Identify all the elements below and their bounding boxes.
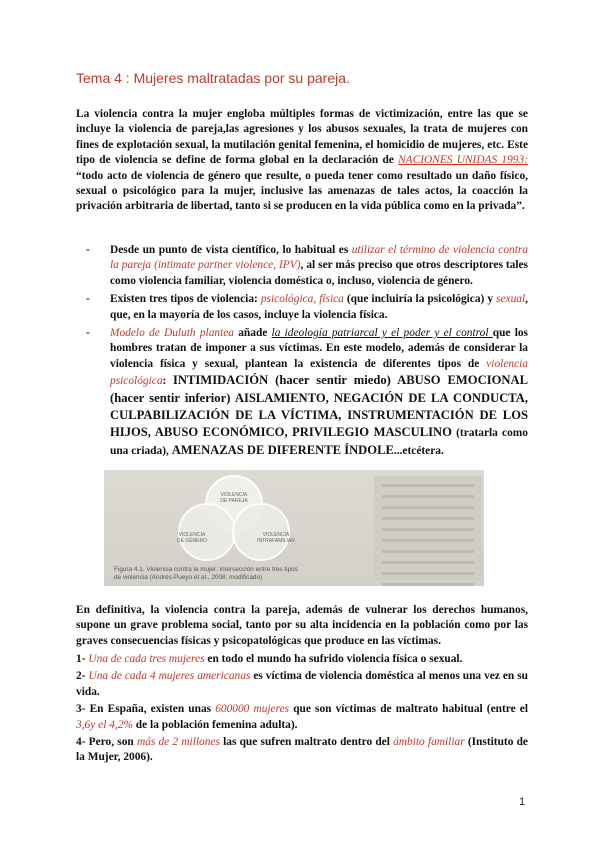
stat4-highlight-1: más de 2 millones — [136, 736, 220, 749]
stat4-text-2: (Instituto de la Mujer, 2006). — [76, 736, 528, 764]
bullet3-highlight-1: Modelo de Duluth plantea — [110, 327, 234, 340]
stat-item-3 — [76, 702, 528, 733]
bullet3-text-3: : — [162, 375, 174, 388]
stat3-highlight-2: 3,6y el 4,2% — [76, 718, 133, 731]
stat-item-4 — [76, 735, 528, 766]
conclusion-paragraph: En definitiva, la violencia contra la pareja, además de vulnerar los derechos humanos, supone un grave problema social, tanto por su alta incidencia en la población como por las graves consecuencias físicas y psicopatológicas que produce en las víctimas. — [76, 604, 528, 647]
bullet3-highlight-2: violencia psicológica — [110, 357, 528, 388]
bullet-item-tipos — [110, 292, 528, 323]
stat2-number: 2- — [76, 670, 89, 683]
stat2-highlight: Una de cada 4 mujeres americanas — [88, 670, 251, 683]
bullet1-text-1: Desde un punto de vista científico, lo habitual es — [110, 244, 352, 256]
intro-text-2: “todo acto de violencia de género que resulte, o pueda tener como resultado un daño físico, sexual o psicológico para la mujer, inclusive las amenazas de tales actos, la coacción la privación arbitraria de libertad, tanto si se producen en la vida pública como en la privada”. — [76, 169, 528, 213]
bullet1-text-2: , al ser más preciso que otros descriptores tales como violencia familiar, violencia doméstica o, incluso, violencia de género. — [110, 259, 528, 287]
page-number: 1 — [519, 796, 526, 808]
statistics-list — [76, 652, 528, 768]
caption-line-2: de violencia (Andrés-Pueyo et al., 2008; modificado) — [114, 574, 263, 581]
label-intrafamiliar: VIOLENCIA INTRAFAMILIAR — [257, 532, 295, 544]
stat1-number: 1- — [76, 653, 89, 665]
stat4-text-1: las que sufren maltrato dentro del — [219, 736, 394, 749]
intro-paragraph — [76, 107, 528, 215]
figure-background-text — [374, 476, 482, 580]
stat3-text-1: que son víctimas de maltrato habitual (entre el — [289, 703, 528, 716]
bullet3-text-2: que los hombres tratan de imponer a sus víctimas. En este modelo, además de considerar la violencia física y sexual, plantean la existencia de diferentes tipos de — [110, 327, 528, 370]
label-pareja: VIOLENCIA DE PAREJA — [220, 492, 248, 504]
bullet2-highlight-2: sexual — [496, 293, 526, 306]
stat2-text: es víctima de violencia doméstica al menos una vez en su vida. — [76, 670, 528, 698]
bullet2-text-3: , que, en la mayoría de los casos, incluye la violencia física. — [110, 293, 529, 321]
bullet2-highlight-1: psicológica, física — [260, 293, 344, 306]
stat-item-2 — [76, 669, 528, 700]
bullet3-underlined: la ideología patriarcal y el poder y el control — [271, 327, 493, 340]
bullet-item-ipv — [110, 243, 528, 289]
bullet2-text-2: (que incluiría la psicológica) y — [343, 293, 497, 306]
bullet3-text-1: añade — [234, 327, 272, 340]
bullet3-caps-amenazas: AMENAZAS DE DIFERENTE ÍNDOLE — [171, 442, 394, 457]
stat3-number: 3- En España, existen unas — [76, 703, 216, 716]
bullet3-text-4: (tratarla como una criada), — [110, 427, 528, 457]
bullet1-highlight: utilizar el término de violencia contra la pareja (intimate partner violence, IPV) — [110, 244, 529, 272]
naciones-unidas-reference: NACIONES UNIDAS 1993: — [398, 154, 528, 167]
stat3-highlight-1: 600000 mujeres — [215, 703, 290, 716]
bullet3-text-5: ...etcétera. — [393, 444, 444, 457]
bullet2-text-1: Existen tres tipos de violencia: — [110, 293, 261, 306]
stat-item-1 — [76, 652, 528, 667]
stat4-highlight-2: ámbito familiar — [393, 736, 465, 749]
stat3-text-2: de la población femenina adulta). — [132, 718, 298, 731]
page-title: Tema 4 : Mujeres maltratadas por su pareja. — [76, 70, 350, 86]
intro-text-1: La violencia contra la mujer engloba múltiples formas de victimización, entre las que se incluye la violencia de pareja,las agresiones y los abusos sexuales, la trata de mujeres con fines de explotación sexual, la mutilación genital femenina, el homicidio de mujeres, etc. Este tipo de violencia se define de forma global en la declaración de — [76, 108, 528, 167]
caption-line-1: Figura 4.1. Violencia contra la mujer: intersección entre tres tipos — [114, 566, 298, 573]
bullet-item-duluth — [110, 326, 528, 459]
venn-diagram — [104, 470, 374, 566]
stat1-highlight: Una de cada tres mujeres — [88, 653, 205, 665]
venn-figure — [104, 470, 484, 586]
stat4-number: 4- Pero, son — [76, 736, 137, 749]
label-genero: VIOLENCIA DE GÉNERO — [176, 532, 208, 544]
stat1-text: en todo el mundo ha sufrido violencia física o sexual. — [204, 653, 463, 665]
figure-caption — [114, 566, 298, 582]
bullet3-caps-list: INTIMIDACIÓN (hacer sentir miedo) ABUSO EMOCIONAL (hacer sentir inferior) AISLAMIENTO, NEGACIÓN DE LA CONDUCTA, CULPABILIZACIÓN DE LA VÍCTIMA, INSTRUMENTACIÓN DE LOS HIJOS, ABUSO ECONÓMICO, PRIVILEGIO MASCULINO — [110, 373, 528, 440]
bullet-list — [76, 243, 528, 462]
